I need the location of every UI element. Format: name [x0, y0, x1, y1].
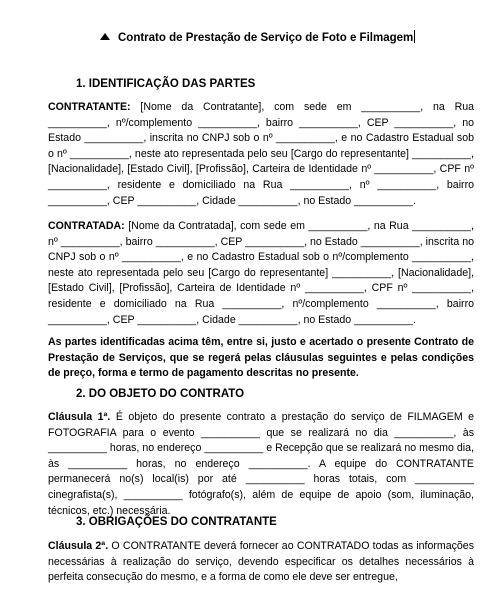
- document-title: Contrato de Prestação de Serviço de Foto e Filmagem: [118, 32, 414, 44]
- text-cursor: [414, 30, 415, 43]
- contratada-paragraph: [48, 219, 474, 328]
- contratante-paragraph: [48, 100, 474, 209]
- section-heading-2: 2. DO OBJETO DO CONTRATO: [76, 388, 245, 400]
- clause-1-text: É objeto do presente contrato a prestação do serviço de FILMAGEM e FOTOGRAFIA para o evento __________ que se realizará no dia __________, às __________ horas, no endereço __________ e Recepção que se realizará no mesmo dia, às __________ horas, no endereço __________. A equipe do CONTRATANTE permanecerá no(s) local(is) por até __________ horas totais, com __________ cinegrafista(s), __________ fotógrafo(s), além de equipe de apoio (som, iluminação, técnicos, etc.) necessária.: [48, 411, 475, 517]
- document-title-row: [100, 30, 415, 44]
- contratante-label: CONTRATANTE:: [48, 101, 131, 113]
- contratada-label: CONTRATADA:: [48, 220, 125, 232]
- clause-2-label: Cláusula 2ª.: [48, 540, 109, 552]
- section-heading-3: 3. OBRIGAÇÕES DO CONTRATANTE: [76, 516, 277, 528]
- contratada-text: [Nome da Contratada], com sede em __________, na Rua __________, nº __________, bairro __________, CEP __________, no Estado __________, inscrita no CNPJ sob o nº __________, e no Cadastro Estadual sob o nº/complemento __________, neste ato representada pelo seu [Cargo do representante] __________, [Nacionalidade], [Estado Civil], [Profissão], Carteira de Identidade nº __________, CPF nº __________, residente e domiciliado na Rua __________, nº/complemento __________, bairro __________, CEP __________, Cidade __________, no Estado __________.: [48, 220, 474, 326]
- preamble-paragraph: As partes identificadas acima têm, entre si, justo e acertado o presente Contrato de Prestação de Serviços, que se regerá pelas cláusulas seguintes e pelas condições de preço, forma e termo de pagamento descritas no presente.: [48, 336, 474, 380]
- clause-2-text: O CONTRATANTE deverá fornecer ao CONTRATADO todas as informações necessárias à realização do serviço, devendo especificar os detalhes necessários à perfeita consecução do mesmo, e a forma de como ele deve ser entregue,: [48, 540, 474, 584]
- section-heading-1: 1. IDENTIFICAÇÃO DAS PARTES: [76, 78, 256, 90]
- clause-1-paragraph: [48, 410, 474, 519]
- clause-1-label: Cláusula 1ª.: [48, 411, 111, 423]
- contratante-text: [Nome da Contratante], com sede em __________, na Rua __________, nº/complemento __________, bairro __________, CEP __________, no Estado __________, inscrita no CNPJ sob o nº __________, e no Cadastro Estadual sob o nº __________, neste ato representada pelo seu [Cargo do representante] __________, [Nacionalidade], [Estado Civil], [Profissão], Carteira de Identidade nº __________, CPF nº __________, residente e domiciliado na Rua __________, nº __________, bairro __________, CEP __________, Cidade __________, no Estado __________.: [48, 101, 474, 207]
- collapse-triangle-icon[interactable]: [100, 33, 110, 40]
- clause-2-paragraph: [48, 539, 474, 586]
